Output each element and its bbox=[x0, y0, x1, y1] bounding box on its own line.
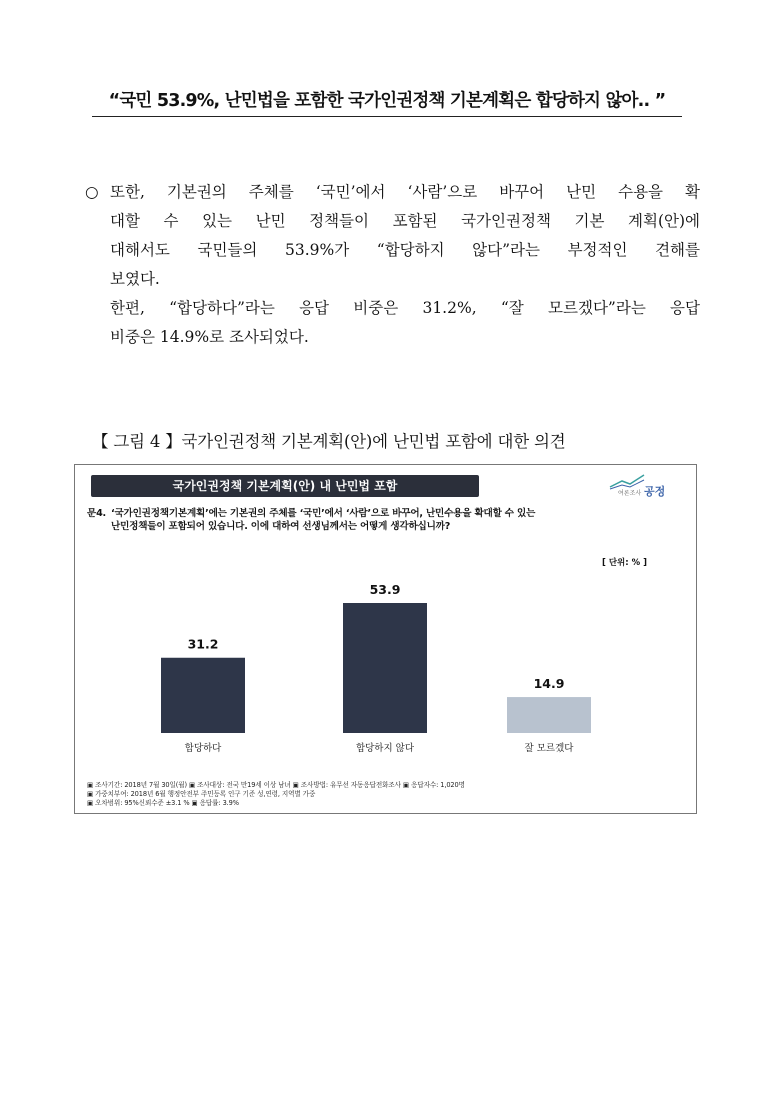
bar-3 bbox=[507, 697, 591, 733]
category-label: 합당하지 않다 bbox=[355, 743, 415, 754]
question-number: 문4. bbox=[87, 508, 106, 519]
logo-small-text: 여론조사 bbox=[618, 490, 642, 497]
survey-notes bbox=[87, 781, 465, 808]
paragraph-line: 비중은 14.9%로 조사되었다. bbox=[110, 328, 309, 346]
survey-note: ▣ 가중치부여: 2018년 6월 행정안전부 주민등록 인구 기준 성,연령, 지역별 가중 bbox=[87, 790, 316, 798]
bar-value-label: 31.2 bbox=[187, 636, 219, 652]
unit-label: [ 단위: % ] bbox=[602, 558, 647, 568]
paragraph-line: 한편, “합당하다”라는 응답 비중은 31.2%, “잘 모르겠다”라는 응답 bbox=[110, 299, 700, 317]
paragraph-line: 또한, 기본권의 주체를 ‘국민’에서 ‘사람’으로 바꾸어 난민 수용을 확 bbox=[110, 183, 700, 201]
paragraph-line: 대할 수 있는 난민 정책들이 포함된 국가인권정책 기본 계획(안)에 bbox=[110, 212, 700, 230]
question-line: ‘국가인권정책기본계획’에는 기본권의 주체를 ‘국민’에서 ‘사람’으로 바꾸어, 난민수용을 확대할 수 있는 bbox=[111, 508, 536, 519]
question-line: 난민정책들이 포함되어 있습니다. 이에 대하여 선생님께서는 어떻게 생각하십니까? bbox=[111, 521, 451, 532]
survey-note: ▣ 오차범위: 95%신뢰수준 ±3.1 % ▣ 응답률: 3.9% bbox=[87, 799, 239, 807]
bar-2 bbox=[343, 603, 427, 733]
logo-big-text: 공정 bbox=[644, 485, 666, 498]
figure-title: 【 그림 4 】국가인권정책 기본계획(안)에 난민법 포함에 대한 의견 bbox=[92, 432, 566, 451]
bullet-circle-icon: ○ bbox=[85, 183, 99, 201]
body-paragraph bbox=[85, 178, 700, 352]
bar-value-label: 53.9 bbox=[369, 582, 401, 597]
headline: “국민 53.9%, 난민법을 포함한 국가인권정책 기본계획은 합당하지 않아.. ” bbox=[92, 88, 682, 117]
chart-panel bbox=[74, 464, 697, 814]
bar-1 bbox=[161, 658, 245, 733]
bar-chart bbox=[75, 465, 695, 775]
survey-note: ▣ 조사기간: 2018년 7월 30일(월) ▣ 조사대상: 전국 만19세 이상 남녀 ▣ 조사방법: 유무선 자동응답전화조사 ▣ 응답자수: 1,020명 bbox=[87, 781, 465, 789]
chart-banner: 국가인권정책 기본계획(안) 내 난민법 포함 bbox=[91, 475, 479, 497]
paragraph-line: 보였다. bbox=[110, 270, 160, 288]
category-label: 합당하다 bbox=[184, 743, 222, 754]
paragraph-line: 대해서도 국민들의 53.9%가 “합당하지 않다”라는 부정적인 견해를 bbox=[110, 241, 700, 259]
category-label: 잘 모르겠다 bbox=[524, 743, 574, 754]
bar-value-label: 14.9 bbox=[533, 676, 565, 692]
